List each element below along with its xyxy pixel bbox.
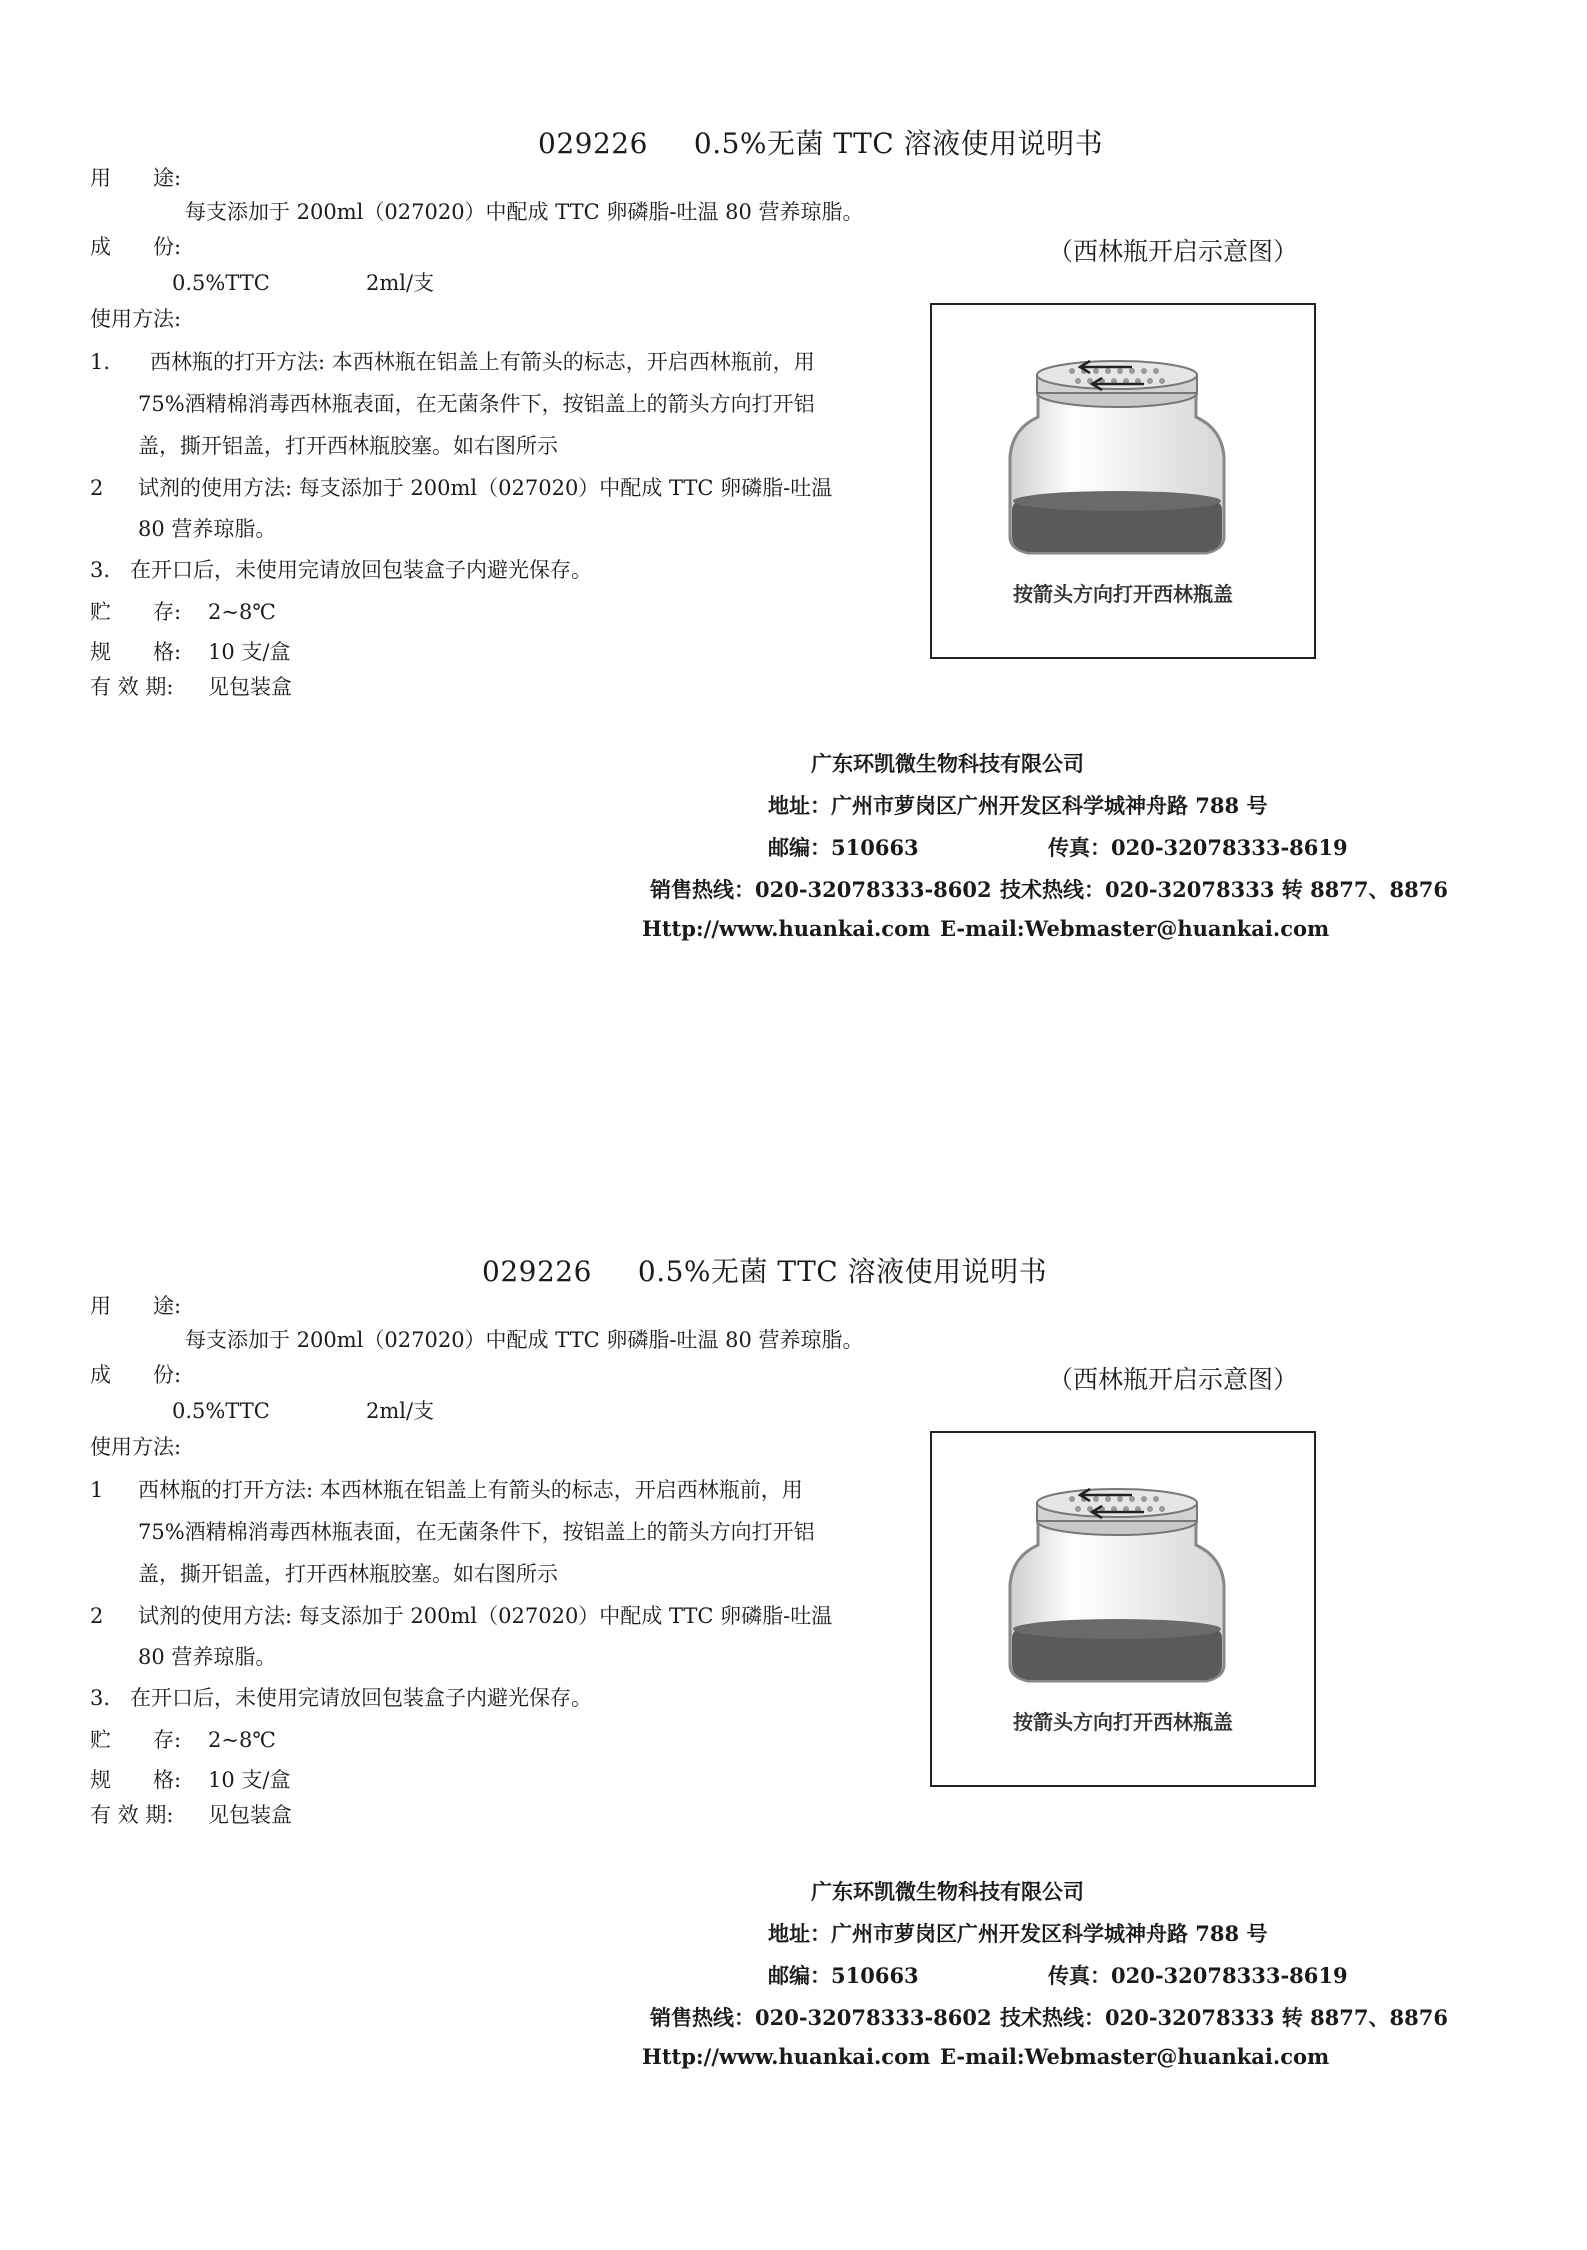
validity-label: 有 效 期: — [90, 1803, 174, 1827]
step-line: 试剂的使用方法: 每支添加于 200ml（027020）中配成 TTC 卵磷脂-吐温 — [138, 476, 833, 500]
vial-illustration — [932, 1433, 1318, 1789]
company-address: 地址：广州市萝岗区广州开发区科学城神舟路 788 号 — [768, 1921, 1268, 1946]
spec-value: 10 支/盒 — [208, 640, 291, 664]
company-fax: 传真：020-32078333-8619 — [1048, 1963, 1348, 1988]
step-line: 试剂的使用方法: 每支添加于 200ml（027020）中配成 TTC 卵磷脂-吐温 — [138, 1604, 833, 1628]
validity-label: 有 效 期: — [90, 675, 174, 699]
step-line: 在开口后，未使用完请放回包装盒子内避光保存。 — [130, 1686, 592, 1710]
company-email[interactable]: E-mail:Webmaster@huankai.com — [940, 2044, 1330, 2069]
tech-hotline: 技术热线：020-32078333 转 8877、8876 — [1000, 877, 1448, 902]
figure-label: 按箭头方向打开西林瓶盖 — [1013, 1710, 1233, 1734]
vial-illustration — [932, 305, 1318, 661]
storage-label: 贮 存: — [90, 600, 182, 624]
figure-caption: （西林瓶开启示意图） — [1048, 237, 1299, 266]
title-text: 0.5%无菌 TTC 溶液使用说明书 — [637, 1255, 1048, 1288]
vial-figure — [930, 303, 1316, 659]
step-line: 在开口后，未使用完请放回包装盒子内避光保存。 — [130, 558, 592, 582]
validity-value: 见包装盒 — [208, 1803, 292, 1827]
document-title — [538, 122, 1103, 162]
step-line: 西林瓶的打开方法: 本西林瓶在铝盖上有箭头的标志，开启西林瓶前，用 — [150, 350, 815, 374]
company-postcode: 邮编：510663 — [768, 835, 919, 860]
purpose-label: 用 途: — [90, 1294, 182, 1318]
composition-label: 成 份: — [90, 235, 182, 259]
storage-value: 2~8℃ — [208, 1728, 276, 1752]
product-code: 029226 — [482, 1255, 592, 1288]
figure-caption: （西林瓶开启示意图） — [1048, 1365, 1299, 1394]
step-line: 盖，撕开铝盖，打开西林瓶胶塞。如右图所示 — [138, 434, 558, 458]
vial-figure — [930, 1431, 1316, 1787]
step-number: 1 — [90, 1478, 104, 1502]
storage-label: 贮 存: — [90, 1728, 182, 1752]
composition-label: 成 份: — [90, 1363, 182, 1387]
figure-label: 按箭头方向打开西林瓶盖 — [1013, 582, 1233, 606]
step-line: 75%酒精棉消毒西林瓶表面，在无菌条件下，按铝盖上的箭头方向打开铝 — [138, 392, 815, 416]
purpose-text: 每支添加于 200ml（027020）中配成 TTC 卵磷脂-吐温 80 营养琼脂。 — [185, 1328, 864, 1352]
composition-item: 0.5%TTC — [172, 1399, 270, 1423]
instruction-sheet-copy-2 — [0, 1128, 1587, 2250]
method-label: 使用方法: — [90, 1435, 182, 1459]
method-label: 使用方法: — [90, 307, 182, 331]
company-email[interactable]: E-mail:Webmaster@huankai.com — [940, 916, 1330, 941]
spec-label: 规 格: — [90, 640, 182, 664]
step-line: 西林瓶的打开方法: 本西林瓶在铝盖上有箭头的标志，开启西林瓶前，用 — [138, 1478, 803, 1502]
product-code: 029226 — [538, 127, 648, 160]
company-name: 广东环凯微生物科技有限公司 — [811, 751, 1084, 776]
composition-amount: 2ml/支 — [366, 1399, 435, 1423]
document-title — [482, 1250, 1047, 1290]
purpose-label: 用 途: — [90, 166, 182, 190]
validity-value: 见包装盒 — [208, 675, 292, 699]
company-postcode: 邮编：510663 — [768, 1963, 919, 1988]
step-number: 2 — [90, 1604, 104, 1628]
sales-hotline: 销售热线：020-32078333-8602 — [650, 2005, 992, 2030]
storage-value: 2~8℃ — [208, 600, 276, 624]
company-website[interactable]: Http://www.huankai.com — [642, 916, 931, 941]
company-address: 地址：广州市萝岗区广州开发区科学城神舟路 788 号 — [768, 793, 1268, 818]
step-number: 2 — [90, 476, 104, 500]
step-number: 3. — [90, 1686, 111, 1710]
step-line: 75%酒精棉消毒西林瓶表面，在无菌条件下，按铝盖上的箭头方向打开铝 — [138, 1520, 815, 1544]
step-number: 3. — [90, 558, 111, 582]
company-fax: 传真：020-32078333-8619 — [1048, 835, 1348, 860]
tech-hotline: 技术热线：020-32078333 转 8877、8876 — [1000, 2005, 1448, 2030]
sales-hotline: 销售热线：020-32078333-8602 — [650, 877, 992, 902]
composition-item: 0.5%TTC — [172, 271, 270, 295]
composition-amount: 2ml/支 — [366, 271, 435, 295]
purpose-text: 每支添加于 200ml（027020）中配成 TTC 卵磷脂-吐温 80 营养琼脂。 — [185, 200, 864, 224]
title-text: 0.5%无菌 TTC 溶液使用说明书 — [693, 127, 1104, 160]
spec-value: 10 支/盒 — [208, 1768, 291, 1792]
step-line: 80 营养琼脂。 — [138, 1645, 277, 1669]
instruction-sheet-copy-1 — [0, 0, 1587, 1122]
step-line: 80 营养琼脂。 — [138, 517, 277, 541]
step-line: 盖，撕开铝盖，打开西林瓶胶塞。如右图所示 — [138, 1562, 558, 1586]
spec-label: 规 格: — [90, 1768, 182, 1792]
company-name: 广东环凯微生物科技有限公司 — [811, 1879, 1084, 1904]
step-number: 1. — [90, 350, 111, 374]
company-website[interactable]: Http://www.huankai.com — [642, 2044, 931, 2069]
